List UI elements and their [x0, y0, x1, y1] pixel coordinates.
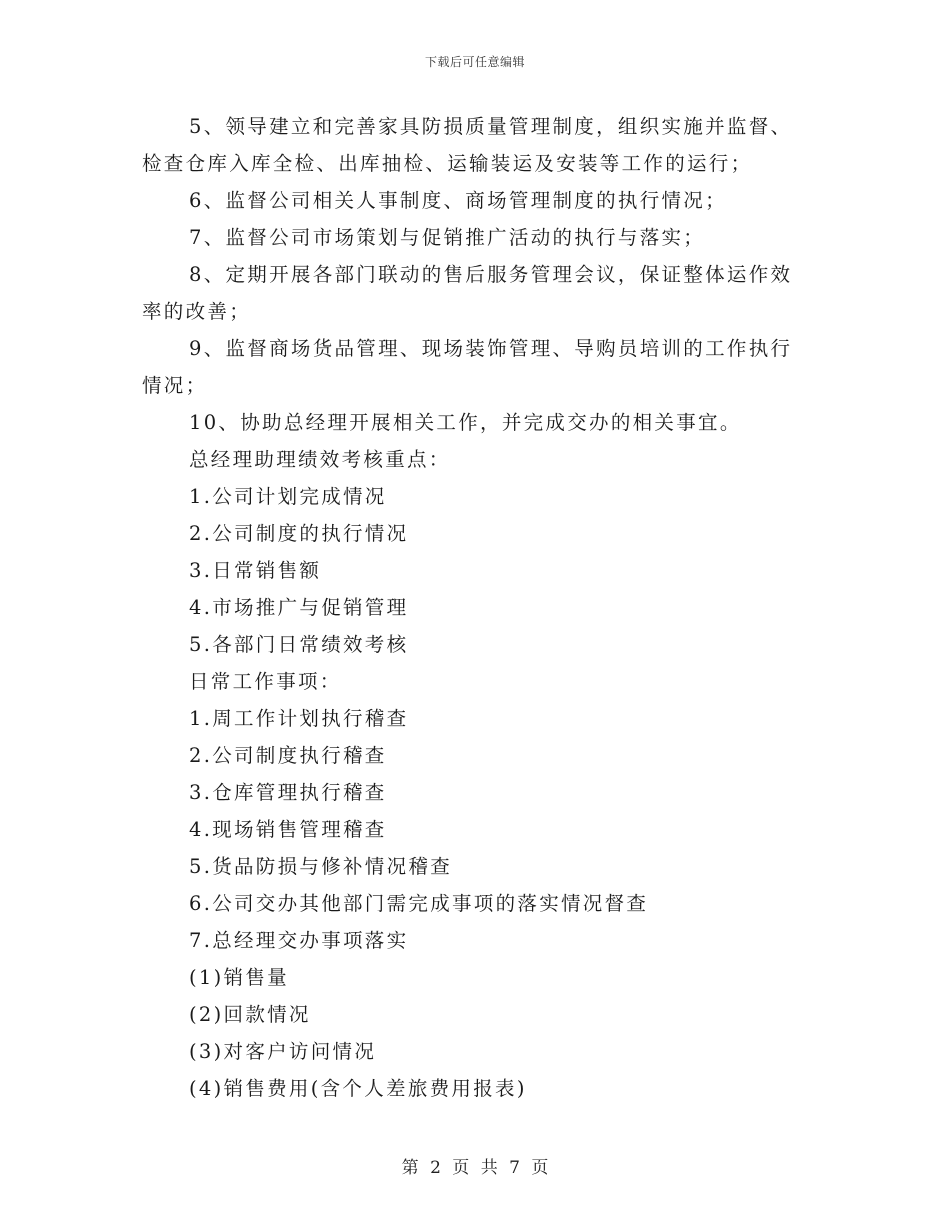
page-header: 下载后可任意编辑: [424, 55, 525, 69]
duty-item-5: 5、领导建立和完善家具防损质量管理制度，组织实施并监督、检查仓库入库全检、出库抽检、运输装运及安装等工作的运行；: [142, 115, 793, 175]
daily-subitem: (2)回款情况: [189, 1003, 311, 1026]
kpi-item: 4.市场推广与促销管理: [189, 596, 409, 619]
kpi-item: 2.公司制度的执行情况: [189, 522, 409, 545]
daily-item: 3.仓库管理执行稽查: [189, 781, 387, 804]
daily-subitem: (3)对客户访问情况: [189, 1040, 377, 1063]
page-footer: 第 2 页 共 7 页: [401, 1158, 549, 1178]
daily-item: 6.公司交办其他部门需完成事项的落实情况督查: [189, 892, 649, 915]
kpi-item: 5.各部门日常绩效考核: [189, 633, 409, 656]
daily-subitem: (4)销售费用(含个人差旅费用报表): [189, 1077, 527, 1100]
daily-item: 4.现场销售管理稽查: [189, 818, 387, 841]
kpi-item: 1.公司计划完成情况: [189, 485, 387, 508]
duty-item-7: 7、监督公司市场策划与促销推广活动的执行与落实；: [189, 226, 706, 249]
daily-item: 1.周工作计划执行稽查: [189, 707, 409, 730]
duty-item-8: 8、定期开展各部门联动的售后服务管理会议，保证整体运作效率的改善；: [142, 263, 793, 323]
kpi-heading: 总经理助理绩效考核重点：: [189, 448, 451, 471]
daily-item: 7.总经理交办事项落实: [189, 929, 409, 952]
daily-heading: 日常工作事项：: [189, 670, 342, 693]
daily-item: 5.货品防损与修补情况稽查: [189, 855, 453, 878]
duty-item-6: 6、监督公司相关人事制度、商场管理制度的执行情况；: [189, 189, 727, 212]
document-body: [142, 108, 810, 1107]
duty-item-9: 9、监督商场货品管理、现场装饰管理、导购员培训的工作执行情况；: [142, 337, 793, 397]
duty-item-10: 10、协助总经理开展相关工作，并完成交办的相关事宜。: [189, 411, 742, 434]
daily-item: 2.公司制度执行稽查: [189, 744, 387, 767]
daily-subitem: (1)销售量: [189, 966, 289, 989]
kpi-item: 3.日常销售额: [189, 559, 322, 582]
